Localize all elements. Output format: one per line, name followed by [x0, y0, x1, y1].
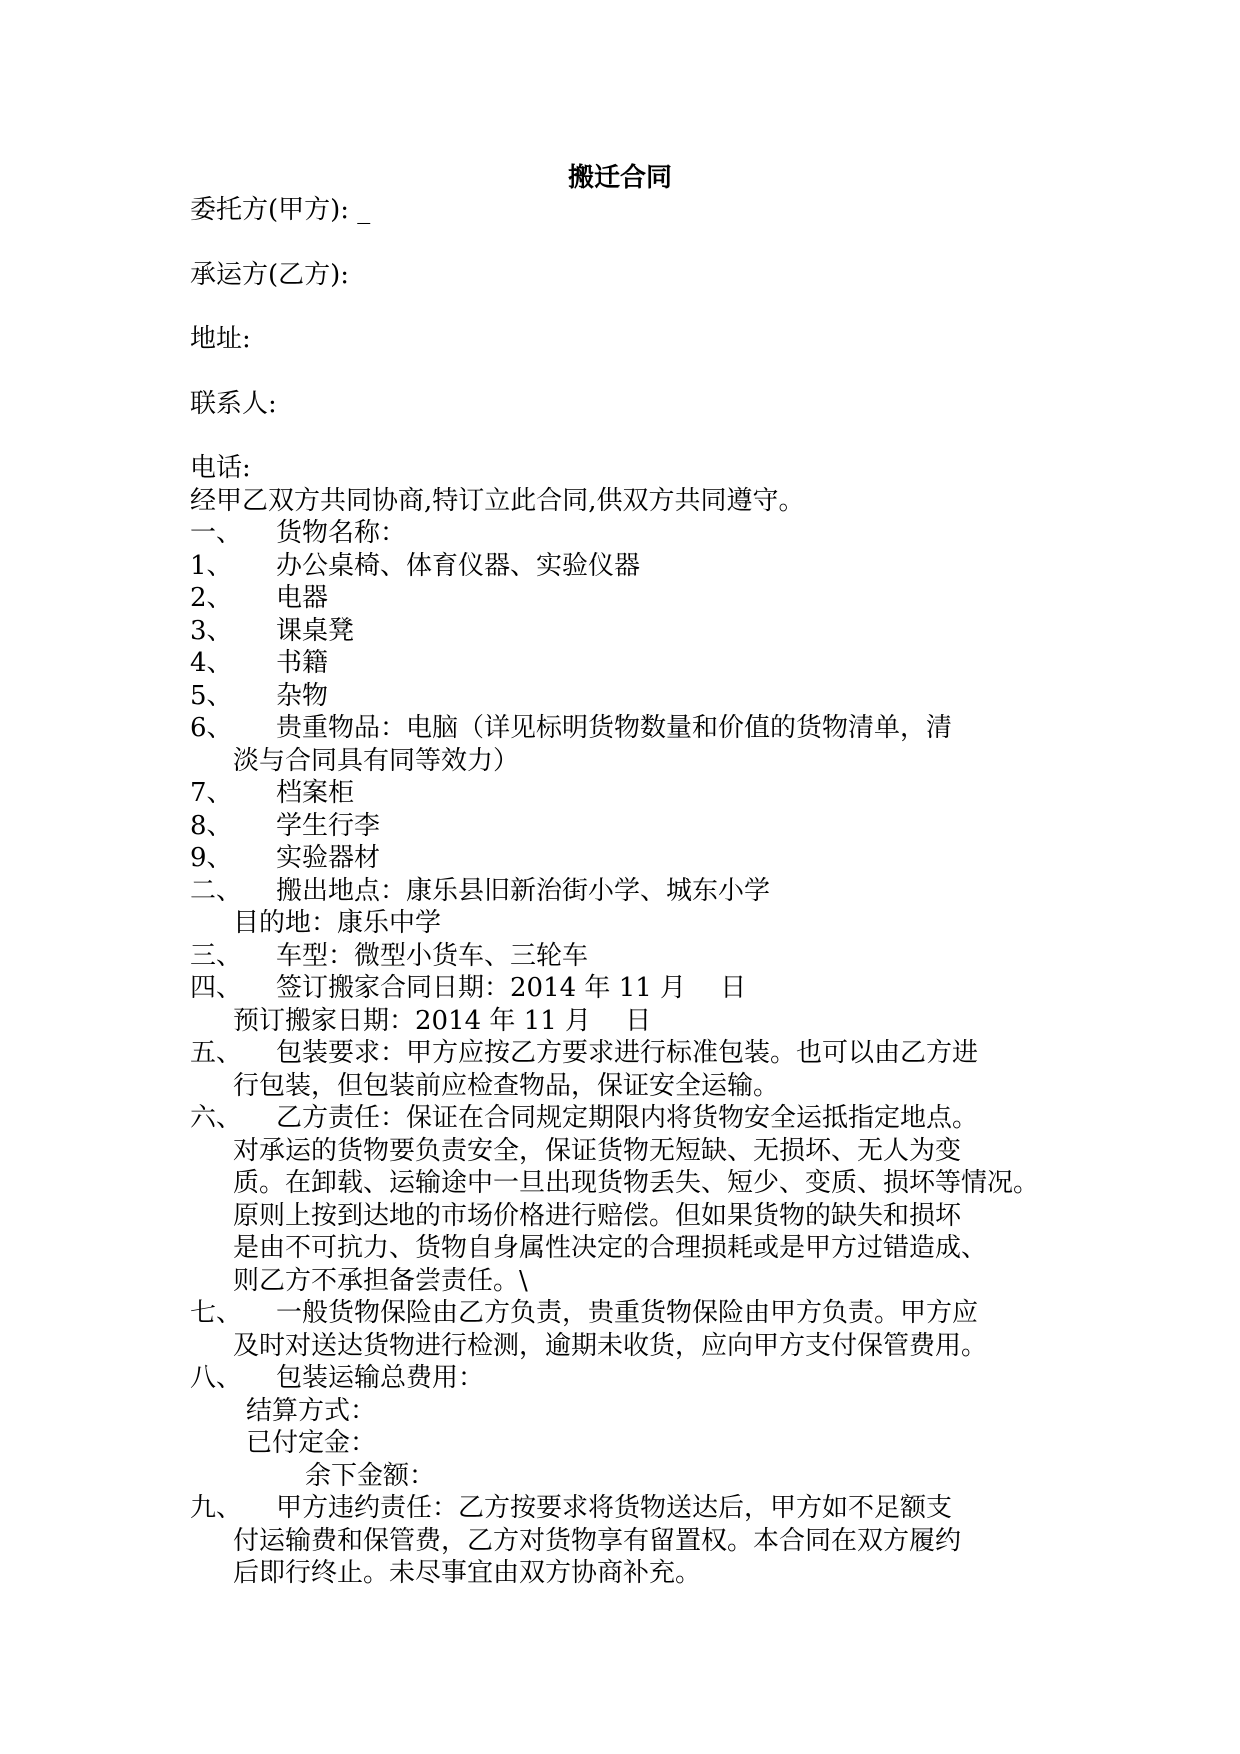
section-6	[190, 1102, 978, 1135]
item-number: 1、	[190, 551, 233, 581]
section-number: 五、	[190, 1038, 243, 1068]
goods-item	[190, 842, 380, 875]
section-number: 六、	[190, 1103, 243, 1133]
section-number: 九、	[190, 1493, 243, 1523]
item-number: 3、	[190, 616, 233, 646]
item-text: 课桌凳	[276, 616, 355, 646]
goods-item	[190, 712, 952, 745]
section-8	[190, 1362, 484, 1395]
phone-field: 电话:	[190, 453, 251, 483]
settlement-method: 结算方式：	[246, 1396, 377, 1426]
section-7	[190, 1297, 978, 1330]
item-number: 2、	[190, 583, 233, 613]
item-text: 书籍	[276, 648, 329, 678]
item-text: 杂物	[276, 681, 329, 711]
section-9	[190, 1492, 952, 1525]
item-text: 实验器材	[276, 843, 381, 873]
contact-field: 联系人:	[190, 389, 277, 419]
section-6-line: 质。在卸载、运输途中一旦出现货物丢失、短少、变质、损坏等情况。	[233, 1168, 1040, 1198]
section-4	[190, 972, 746, 1005]
goods-item	[190, 777, 354, 810]
goods-item-continuation: 淡与合同具有同等效力）	[233, 746, 520, 776]
item-number: 7、	[190, 778, 233, 808]
item-number: 8、	[190, 811, 233, 841]
section-1	[190, 517, 406, 550]
balance-amount: 余下金额：	[305, 1461, 436, 1491]
goods-item	[190, 647, 328, 680]
page-title: 搬迁合同	[567, 163, 672, 193]
section-number: 八、	[190, 1363, 243, 1393]
section-6-line: 则乙方不承担备尝责任。\	[233, 1266, 528, 1296]
section-text: 车型：微型小货车、三轮车	[276, 941, 589, 971]
goods-item	[190, 550, 640, 583]
moving-date-line: 预订搬家日期：2014 年 11 月 日	[233, 1006, 652, 1036]
address-field: 地址:	[190, 324, 251, 354]
client-field: 委托方(甲方): _	[190, 195, 371, 225]
section-text: 甲方违约责任：乙方按要求将货物送达后，甲方如不足额支	[276, 1493, 953, 1523]
section-6-line: 是由不可抗力、货物自身属性决定的合理损耗或是甲方过错造成、	[233, 1233, 988, 1263]
goods-item	[190, 615, 354, 648]
item-text: 档案柜	[276, 778, 355, 808]
section-5-line: 行包装，但包装前应检查物品，保证安全运输。	[233, 1071, 780, 1101]
section-text: 乙方责任：保证在合同规定期限内将货物安全运抵指定地点。	[276, 1103, 979, 1133]
item-number: 6、	[190, 713, 233, 743]
destination-line: 目的地：康乐中学	[233, 908, 442, 938]
intro-text: 经甲乙双方共同协商,特订立此合同,供双方共同遵守。	[190, 486, 805, 516]
section-text: 货物名称：	[276, 518, 407, 548]
item-text: 学生行李	[276, 811, 381, 841]
section-9-line: 后即行终止。未尽事宜由双方协商补充。	[233, 1558, 702, 1588]
section-number: 一、	[190, 518, 243, 548]
item-text: 办公桌椅、体育仪器、实验仪器	[276, 551, 641, 581]
section-number: 三、	[190, 941, 243, 971]
section-text: 搬出地点：康乐县旧新治街小学、城东小学	[276, 876, 771, 906]
section-number: 二、	[190, 876, 243, 906]
section-text: 包装运输总费用：	[276, 1363, 485, 1393]
section-6-line: 原则上按到达地的市场价格进行赔偿。但如果货物的缺失和损坏	[233, 1201, 962, 1231]
item-number: 4、	[190, 648, 233, 678]
section-text: 签订搬家合同日期：2014 年 11 月 日	[276, 973, 747, 1003]
section-2	[190, 875, 770, 908]
item-text: 电器	[276, 583, 329, 613]
section-6-line: 对承运的货物要负责安全，保证货物无短缺、无损坏、无人为变	[233, 1136, 962, 1166]
section-text: 包装要求：甲方应按乙方要求进行标准包装。也可以由乙方进	[276, 1038, 979, 1068]
section-text: 一般货物保险由乙方负责，贵重货物保险由甲方负责。甲方应	[276, 1298, 979, 1328]
goods-item	[190, 582, 328, 615]
item-number: 9、	[190, 843, 233, 873]
item-number: 5、	[190, 681, 233, 711]
carrier-field: 承运方(乙方):	[190, 260, 350, 290]
section-number: 四、	[190, 973, 243, 1003]
section-number: 七、	[190, 1298, 243, 1328]
goods-item	[190, 680, 328, 713]
item-text: 贵重物品：电脑（详见标明货物数量和价值的货物清单，清	[276, 713, 953, 743]
section-3	[190, 940, 588, 973]
section-9-line: 付运输费和保管费，乙方对货物享有留置权。本合同在双方履约	[233, 1526, 962, 1556]
goods-item	[190, 810, 380, 843]
section-5	[190, 1037, 978, 1070]
section-7-line: 及时对送达货物进行检测，逾期未收货，应向甲方支付保管费用。	[233, 1331, 988, 1361]
deposit-paid: 已付定金：	[246, 1428, 377, 1458]
